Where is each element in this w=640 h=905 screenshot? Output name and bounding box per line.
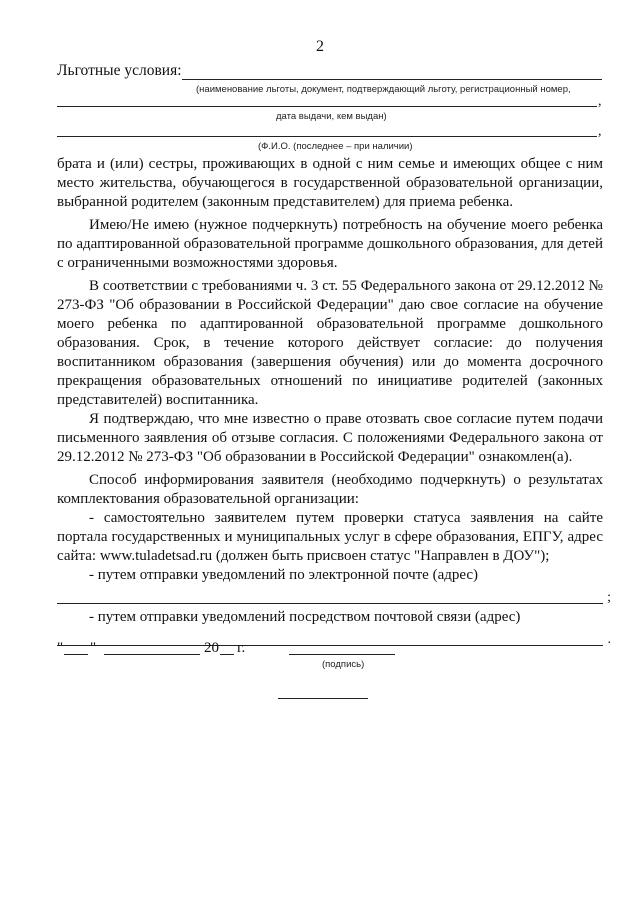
- benefits-line-2: [57, 106, 597, 107]
- benefits-caption-3: (Ф.И.О. (последнее – при наличии): [258, 141, 413, 152]
- document-body: [57, 155, 611, 647]
- date-quote-open: ": [57, 640, 64, 656]
- benefits-line-3-end: ,: [598, 124, 602, 139]
- date-year-prefix: 20: [204, 640, 219, 656]
- date-month-line: [104, 654, 200, 655]
- benefits-line-2-end: ,: [598, 94, 602, 109]
- benefits-line-1: [182, 79, 602, 80]
- benefits-line-3: [57, 136, 597, 137]
- option-postal: - путем отправки уведомлений посредством почтовой связи (адрес): [89, 609, 521, 625]
- email-line-end: ;: [607, 590, 611, 605]
- date-year-suffix: г.: [237, 640, 246, 656]
- closing-rule: [278, 698, 368, 699]
- postal-address-line: [57, 627, 611, 647]
- option-email: - путем отправки уведомлений по электронной почте (адрес): [89, 567, 479, 583]
- email-address-line: [57, 585, 611, 605]
- paragraph-adapted-program: Имею/Не имею (нужное подчеркнуть) потребность на обучение моего ребенка по адаптированной образовательной программе дошкольного образования, для детей с ограниченными возможностями здоровья.: [57, 217, 603, 271]
- benefits-label: Льготные условия:: [57, 62, 182, 79]
- paragraph-sibling: брата и (или) сестры, проживающих в одной с ним семье и имеющих общее с ним место жительства, обучающегося в государственной образовательной организации, выбранной родителем (законным представителем) для приема ребенка.: [57, 156, 603, 210]
- postal-line-end: .: [607, 632, 611, 647]
- date-day-line: [64, 654, 88, 655]
- paragraph-notification-method: Способ информирования заявителя (необходимо подчеркнуть) о результатах комплектования образовательной организации:: [57, 472, 603, 507]
- signature-line: [289, 654, 395, 655]
- date-year-line: [220, 654, 234, 655]
- option-self-check: - самостоятельно заявителем путем проверки статуса заявления на сайте портала государственных и муниципальных услуг в сфере образования, ЕПГУ, адрес сайта: www.tuladetsad.ru (должен быть присвоен статус "Направлен в ДОУ");: [57, 510, 603, 564]
- benefits-caption-2: дата выдачи, кем выдан): [276, 111, 387, 122]
- benefits-caption-1: (наименование льготы, документ, подтверждающий льготу, регистрационный номер,: [196, 84, 571, 95]
- signature-caption: (подпись): [322, 659, 365, 670]
- date-quote-close: ": [90, 640, 97, 656]
- page-number: 2: [316, 38, 324, 55]
- paragraph-consent: В соответствии с требованиями ч. 3 ст. 55 Федерального закона от 29.12.2012 № 273-ФЗ "Об образовании в Российской Федерации" даю свое согласие на обучение моего ребенка по адаптированной образовательной программе дошкольного образования. Срок, в течение которого действует согласие: до получения воспитанником образования (завершения обучения) или до момента досрочного прекращения образовательных отношений по инициативе родителей (законных представителей) воспитанника.: [57, 278, 603, 408]
- paragraph-withdrawal: Я подтверждаю, что мне известно о праве отозвать свое согласие путем подачи письменного заявления об отзыве согласия. С положениями Федерального закона от 29.12.2012 № 273-ФЗ "Об образовании в Российской Федерации" ознакомлен(а).: [57, 411, 603, 465]
